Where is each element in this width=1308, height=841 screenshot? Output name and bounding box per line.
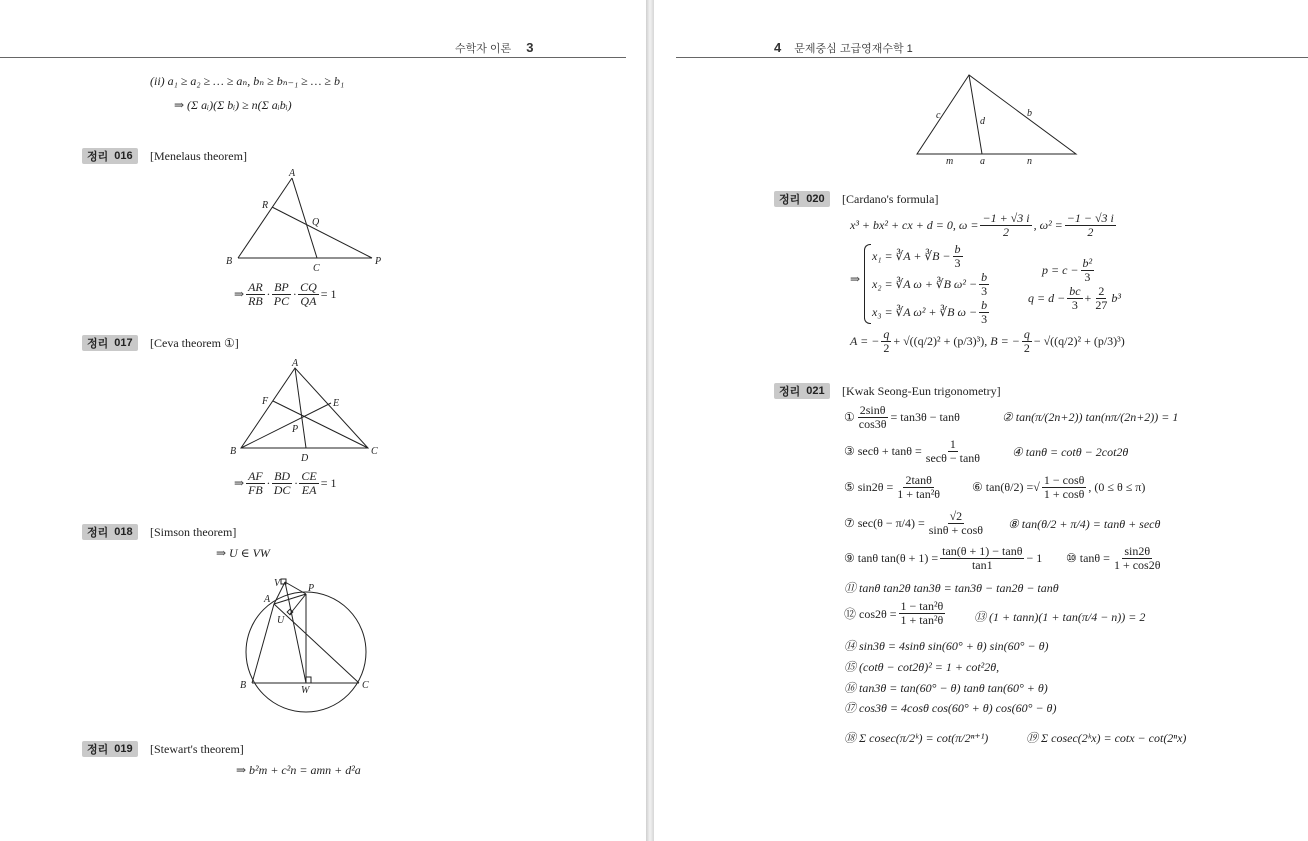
label-c: c — [936, 110, 941, 121]
theorem-name-016: [Menelaus theorem] — [150, 149, 247, 163]
label-A: A — [264, 594, 271, 605]
label-B: B — [240, 680, 247, 691]
label-W: W — [301, 685, 310, 696]
label-C: C — [313, 263, 320, 274]
label-P: P — [292, 424, 299, 435]
page-number: 4 — [774, 40, 782, 55]
stewart-formula: ⇒ b²m + c²n = amn + d²a — [236, 763, 361, 777]
label-Q: Q — [312, 217, 320, 228]
trig-1: ① $\frac{2\sin\theta}{\cos 3\theta}$ = tan3θ − tanθ — [844, 403, 960, 431]
trig-12: ⑫ cos2θ = $\frac{\text{1 − tan²θ}}{\text{1 + tan²θ}}$ — [844, 599, 944, 627]
label-U: U — [277, 615, 285, 626]
theorem-name-021: [Kwak Seong-Eun trigonometry] — [842, 384, 1001, 398]
trig-16: ⑯ tan3θ = tan(60° − θ) tanθ tan(60° + θ) — [844, 681, 1048, 695]
label-D: D — [301, 453, 309, 464]
label-n: n — [1027, 156, 1032, 167]
trig-14: ⑭ sin3θ = 4sinθ sin(60° + θ) sin(60° − θ) — [844, 639, 1049, 653]
theorem-badge-021: 정리 021 — [774, 383, 830, 399]
label-P: P — [308, 583, 315, 594]
theorem-badge-017: 정리 017 — [82, 335, 138, 351]
header-rule — [676, 57, 1308, 58]
cardano-AB: A = − $\frac{q}{2}$ + √((q/2)² + (p/3)³) , B = − $\frac{q}{2}$ − √((q/2)² + (p/3)³) — [850, 327, 1125, 355]
cardano-x2: x₂ = ∛A ω + ∛B ω² − $\frac{b}{3}$ — [872, 270, 988, 298]
label-A: A — [289, 168, 296, 179]
header-title: 수학자 이론 — [455, 43, 512, 55]
trig-13: ⑬ (1 + tann)(1 + tan(π/4 − n)) = 2 — [974, 610, 1146, 624]
right-page-header — [774, 40, 913, 56]
trig-19: ⑲ Σ cosec(2ᵏx) = cotx − cot(2ⁿx) — [1026, 731, 1187, 745]
cardano-line-1: x³ + bx² + cx + d = 0, ω = $\frac{-1 + √3 i}{2}$ , ω² = $\frac{-1 - √3 i}{2}$ — [850, 211, 1114, 239]
left-page — [0, 0, 646, 841]
page-number: 3 — [526, 40, 534, 55]
label-P: P — [375, 256, 382, 267]
cardano-q: q = d − $\frac{bc}{3}$ + $\frac{2}{27}$ b³ — [1028, 284, 1121, 312]
label-R: R — [262, 200, 269, 211]
header-rule — [0, 57, 626, 58]
trig-8: ⑧ tan(θ/2 + π/4) = tanθ + secθ — [1008, 517, 1161, 531]
trig-17: ⑰ cos3θ = 4cosθ cos(60° + θ) cos(60° − θ) — [844, 701, 1057, 715]
theorem-name-020: [Cardano's formula] — [842, 192, 939, 206]
theorem-name-019: [Stewart's theorem] — [150, 742, 244, 756]
theorem-name-018: [Simson theorem] — [150, 525, 237, 539]
trig-9: ⑨ tanθ tan(θ + 1) = $\frac{\tan(\theta + 1) - \tan\theta}{\tan 1}$ − 1 — [844, 544, 1043, 572]
label-V: V — [274, 578, 281, 589]
label-C: C — [362, 680, 369, 691]
label-A: A — [292, 358, 299, 369]
trig-15: ⑮ (cotθ − cot2θ)² = 1 + cot²2θ, — [844, 660, 1000, 674]
cardano-x1: x₁ = ∛A + ∛B − $\frac{b}{3}$ — [872, 242, 961, 270]
trig-2: ② tan(π/(2n+2)) tan(nπ/(2n+2)) = 1 — [1002, 410, 1179, 424]
ceva-formula: ⇒ AF FB · BD DC · $\frac{CE}{EA}$ = 1 — [234, 469, 337, 497]
prev-line-1: (ii) a₁ ≥ a₂ ≥ … ≥ aₙ, bₙ ≥ bₙ₋₁ ≥ … ≥ b₁ — [150, 74, 345, 88]
header-title: 문제중심 고급영재수학 1 — [794, 43, 913, 55]
label-E: E — [333, 398, 340, 409]
ceva-figure — [228, 356, 388, 466]
trig-10: ⑩ tanθ = $\frac{\sin 2\theta}{1 + \cos 2\theta}$ — [1066, 544, 1161, 572]
trig-11: ⑪ tanθ tan2θ tan3θ = tan3θ − tan2θ − tanθ — [844, 581, 1059, 595]
left-page-header — [455, 40, 533, 56]
trig-3: ③ secθ + tanθ = 1 secθ − tanθ — [844, 437, 981, 465]
theorem-badge-020: 정리 020 — [774, 191, 830, 207]
theorem-badge-018: 정리 018 — [82, 524, 138, 540]
label-m: m — [946, 156, 954, 167]
label-F: F — [262, 396, 269, 407]
simson-formula: ⇒ U ∈ VW — [216, 546, 270, 560]
cardano-p: p = c − $\frac{\text{b²}}{3}$ — [1042, 256, 1093, 284]
simson-figure — [232, 570, 382, 720]
label-C: C — [371, 446, 378, 457]
label-a: a — [980, 156, 985, 167]
theorem-badge-016: 정리 016 — [82, 148, 138, 164]
book-gutter — [646, 0, 654, 841]
trig-5: ⑤ sin2θ = $\frac{2\tan\theta}{\text{1 + tan²θ}}$ — [844, 473, 941, 501]
theorem-badge-019: 정리 019 — [82, 741, 138, 757]
label-B: B — [230, 446, 237, 457]
label-B: B — [226, 256, 233, 267]
cardano-arrow: ⇒ — [850, 272, 861, 286]
prev-line-2: ⇒ (Σ aᵢ)(Σ bᵢ) ≥ n(Σ aᵢbᵢ) — [174, 98, 292, 112]
menelaus-formula: ⇒ AR RB · BP PC · $\frac{CQ}{QA}$ = 1 — [234, 280, 337, 308]
trig-6: ⑥ tan(θ/2) = √ 1 − cosθ 1 + cosθ , (0 ≤ θ ≤ π) — [972, 473, 1146, 501]
trig-18: ⑱ Σ cosec(π/2ᵏ) = cot(π/2ⁿ⁺¹) — [844, 731, 989, 745]
right-page — [654, 0, 1308, 841]
theorem-name-017: [Ceva theorem ①] — [150, 336, 239, 350]
trig-7: ⑦ sec(θ − π/4) = $\frac{√2}{\sin\theta + \cos\theta}$ — [844, 509, 984, 537]
label-b: b — [1027, 108, 1032, 119]
stewart-figure — [914, 70, 1084, 166]
cardano-x3: x₃ = ∛A ω² + ∛B ω − $\frac{b}{3}$ — [872, 298, 988, 326]
menelaus-figure — [220, 168, 390, 278]
label-d: d — [980, 116, 985, 127]
cardano-brace — [864, 244, 871, 324]
trig-4: ④ tanθ = cotθ − 2cot2θ — [1012, 445, 1129, 459]
